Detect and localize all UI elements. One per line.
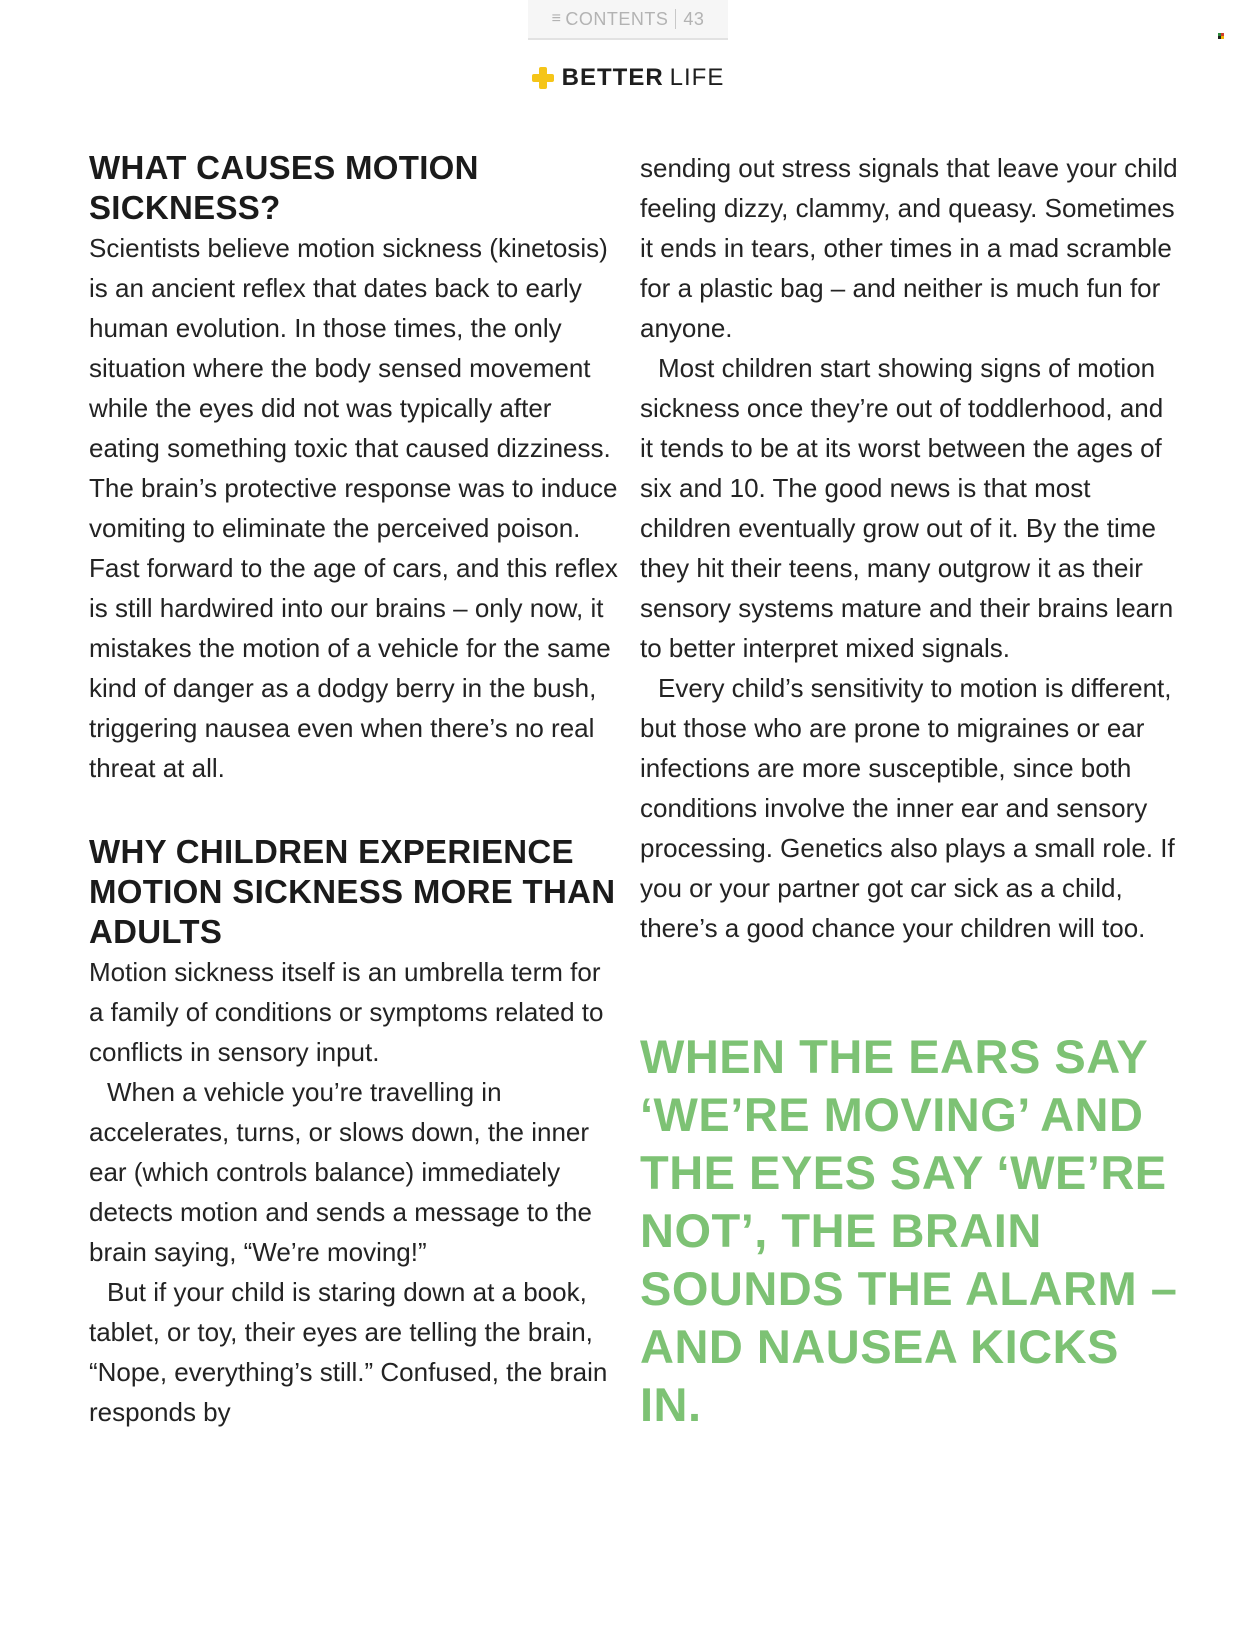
divider [675,9,676,29]
left-column [89,148,619,1432]
contents-label: CONTENTS [565,8,669,29]
paragraph-eyes: But if your child is staring down at a book, tablet, or toy, their eyes are telling the brain, “Nope, everything’s still.” Confused, the brain responds by [89,1277,608,1427]
menu-icon: ≡ [551,10,562,27]
page-number: 43 [683,8,705,29]
paragraph-age-range: Most children start showing signs of motion sickness once they’re out of toddlerhood, and it tends to be at its worst between the ages of six and 10. The good news is that most children eventually grow out of it. By the time they hit their teens, many outgrow it as their sensory systems mature and their brains learn to better interpret mixed signals. [640,353,1174,663]
paragraph-kinetosis: Scientists believe motion sickness (kinetosis) is an ancient reflex that dates back to early human evolution. In those times, the only situation where the body sensed movement while the eyes did not was typically after eating something toxic that caused dizziness. The brain’s protective response was to induce vomiting to eliminate the perceived poison. Fast forward to the age of cars, and this reflex is still hardwired into our brains – only now, it mistakes the motion of a vehicle for the same kind of danger as a dodgy berry in the bush, triggering nausea even when there’s no real threat at all. [89,233,618,783]
section-label [528,64,728,92]
paragraph-umbrella-term: Motion sickness itself is an umbrella term for a family of conditions or symptoms related to conflicts in sensory input. [89,957,604,1067]
paragraph-inner-ear: When a vehicle you’re travelling in accelerates, turns, or slows down, the inner ear (which controls balance) immediately detects motion and sends a message to the brain saying, “We’re moving!” [89,1077,592,1267]
plus-icon [532,67,554,89]
corner-mark [1218,33,1226,39]
section-label-light: LIFE [669,64,725,91]
right-column [640,148,1180,1434]
contents-button[interactable] [528,0,728,40]
heading-why-children: WHY CHILDREN EXPERIENCE MOTION SICKNESS MORE THAN ADULTS [89,833,616,950]
pull-quote: WHEN THE EARS SAY ‘WE’RE MOVING’ AND THE EYES SAY ‘WE’RE NOT’, THE BRAIN SOUNDS THE ALARM – AND NAUSEA KICKS IN. [640,1030,1178,1431]
section-label-bold: BETTER [561,64,664,91]
paragraph-stress-signals: sending out stress signals that leave your child feeling dizzy, clammy, and queasy. Sometimes it ends in tears, other times in a mad scramble for a plastic bag – and neither is much fun for anyone. [640,153,1178,343]
heading-what-causes: WHAT CAUSES MOTION SICKNESS? [89,149,479,226]
paragraph-sensitivity: Every child’s sensitivity to motion is different, but those who are prone to migraines or ear infections are more susceptible, since both conditions involve the inner ear and sensory processing. Genetics also plays a small role. If you or your partner got car sick as a child, there’s a good chance your children will too. [640,673,1175,943]
